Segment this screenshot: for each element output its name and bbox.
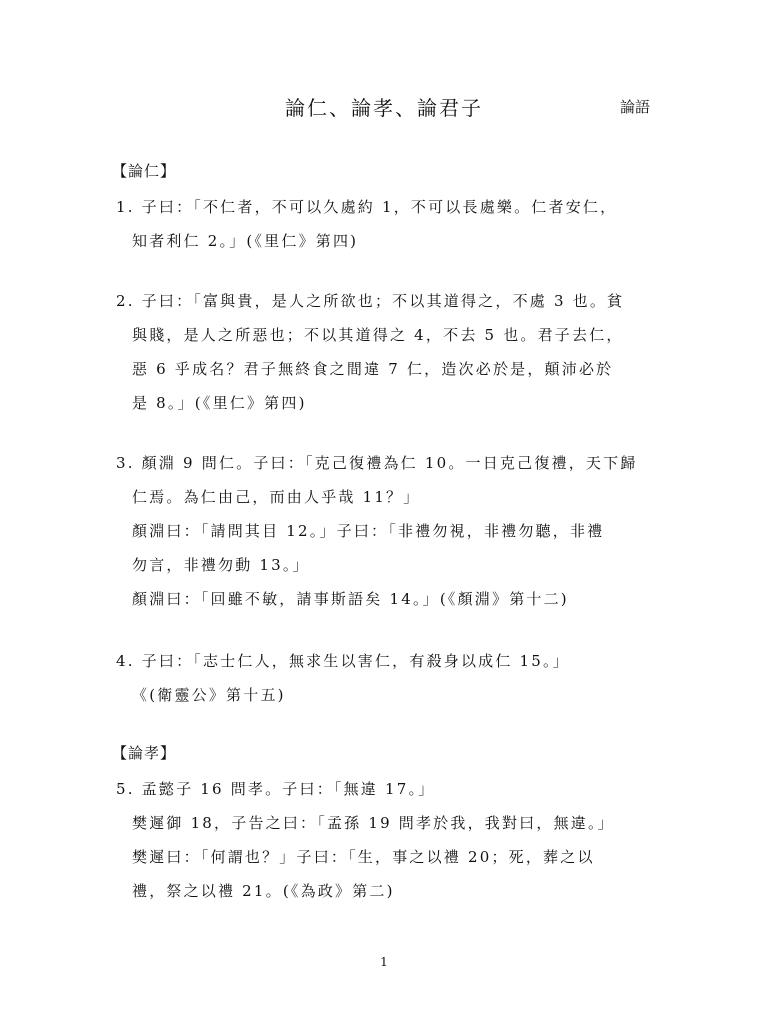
passage-line: 與賤，是人之所惡也；不以其道得之 4，不去 5 也。君子去仁， (132, 326, 624, 344)
passage-line: 勿言，非禮勿動 13。」 (132, 556, 310, 574)
passage-line: 《(衛靈公》第十五) (132, 686, 286, 704)
passage-line: 顏淵曰：「回雖不敏，請事斯語矣 14。」(《顏淵》第十二) (132, 590, 569, 608)
passage-line: 2. 子曰：「富與貴，是人之所欲也；不以其道得之，不處 3 也。貧 (116, 292, 625, 310)
passage-line: 樊遲御 18，子告之曰：「孟孫 19 問孝於我，我對曰，無違。」 (132, 814, 615, 832)
passage-line: 惡 6 乎成名？君子無終食之間違 7 仁，造次必於是，顛沛必於 (132, 360, 614, 378)
passage-line: 樊遲曰：「何謂也？」子曰：「生，事之以禮 20；死，葬之以 (132, 848, 595, 866)
passage-line: 仁焉。為仁由己，而由人乎哉 11？」 (132, 488, 421, 506)
passage-line: 3. 顏淵 9 問仁。子曰：「克己復禮為仁 10。一日克己復禮，天下歸 (116, 454, 638, 472)
passage-line: 顏淵曰：「請問其目 12。」子曰：「非禮勿視，非禮勿聽，非禮 (132, 522, 605, 540)
section-heading-xiao: 【論孝】 (112, 744, 177, 762)
passage-line: 5. 孟懿子 16 問孝。子曰：「無違 17。」 (116, 780, 436, 798)
passage-line: 是 8。」(《里仁》第四) (132, 394, 307, 412)
passage-line: 1. 子曰：「不仁者，不可以久處約 1，不可以長處樂。仁者安仁， (116, 198, 618, 216)
section-heading-ren: 【論仁】 (112, 162, 177, 180)
document-title: 論仁、論孝、論君子 (285, 96, 483, 120)
passage-line: 知者利仁 2。」(《里仁》第四) (132, 232, 359, 250)
passage-line: 禮，祭之以禮 21。(《為政》第二) (132, 882, 395, 900)
passage-line: 4. 子曰：「志士仁人，無求生以害仁，有殺身以成仁 15。」 (116, 652, 570, 670)
page-number: 1 (380, 955, 388, 969)
source-label: 論語 (620, 98, 651, 116)
